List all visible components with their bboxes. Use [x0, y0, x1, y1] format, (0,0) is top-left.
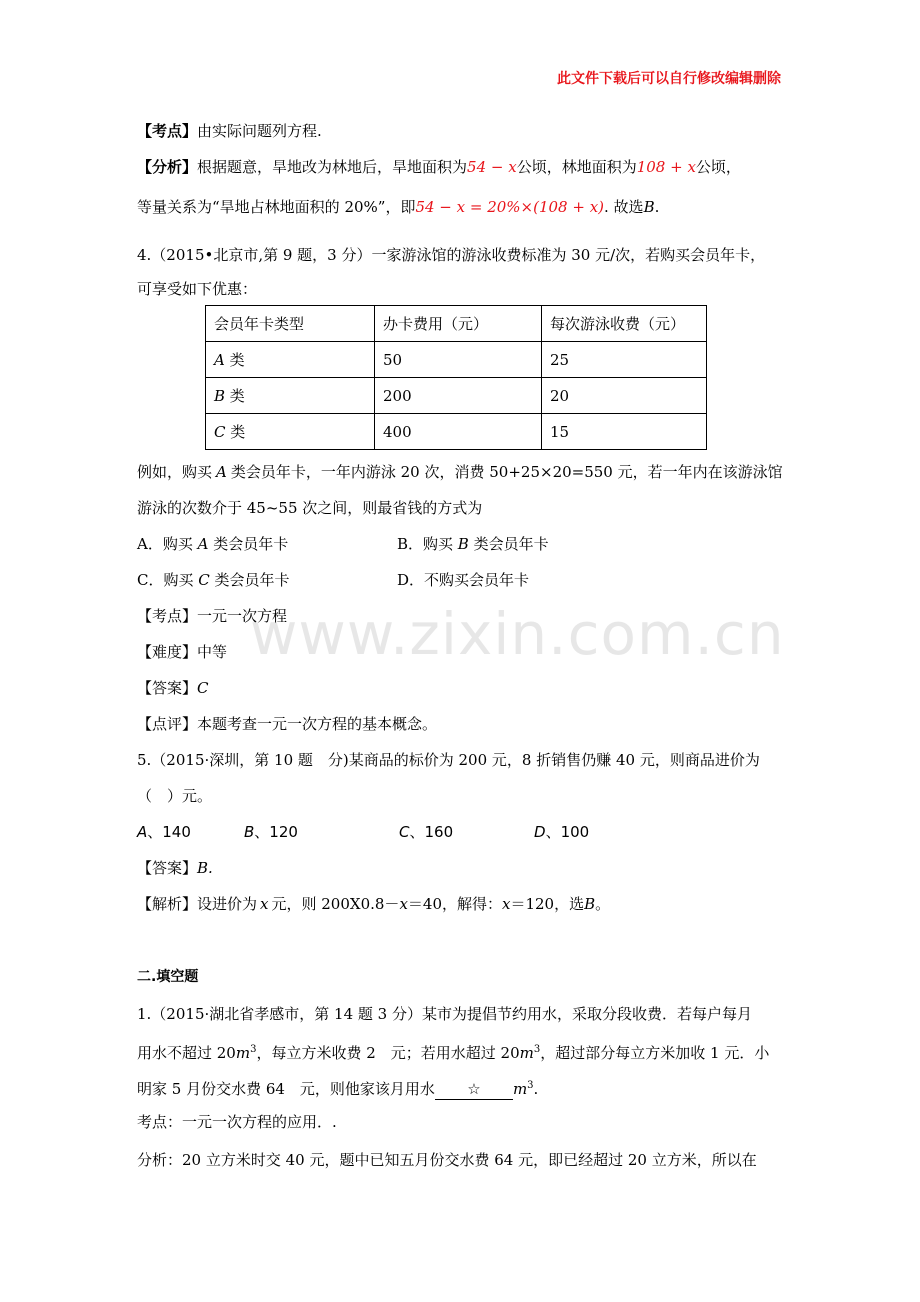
table-cell-per: 20: [542, 378, 707, 414]
fenxi-label: 【分析】: [137, 158, 198, 176]
jiexi-var: x: [502, 895, 511, 913]
option-letter: A: [137, 823, 148, 841]
expr-forest-land: 108 + x: [636, 158, 696, 176]
jiexi-text: 元，则 200X0.8－: [271, 895, 400, 913]
expr-equation: 54 − x = 20%×(108 + x): [415, 198, 605, 216]
fenxi-text-c: 公顷，: [695, 158, 741, 176]
s2-fenxi: 分析：20 立方米时交 40 元，题中已知五月份交水费 64 元，即已经超过 20 立方米，所以在: [137, 1151, 757, 1169]
q1-text: ，每立方米收费 2 元；若用水超过 20: [256, 1044, 520, 1062]
fenxi-text-a: 根据题意，旱地改为林地后，旱地面积为: [197, 158, 468, 176]
table-row: [206, 414, 707, 450]
q4-stem-line1: 4.（2015•北京市,第 9 题，3 分）一家游泳馆的游泳收费标准为 30 元/次，若购买会员年卡，: [137, 246, 766, 264]
table-cell-type: [206, 378, 375, 414]
jiexi-var: x: [399, 895, 408, 913]
type-suffix: 类: [224, 351, 245, 369]
example-text-a: 例如，购买: [137, 463, 213, 481]
q5-option-d[interactable]: [534, 822, 589, 842]
jiexi-text: 。: [595, 895, 611, 913]
type-letter: B: [214, 387, 226, 405]
table-cell-per: 15: [542, 414, 707, 450]
table-cell-fee: 50: [375, 342, 542, 378]
s2-q1-line3: 明家 5 月份交水费 64 元，则他家该月用水 ☆ $m^3$.: [137, 1080, 539, 1098]
option-prefix: A．购买: [137, 535, 198, 553]
q5-jiexi: [137, 894, 610, 914]
unit-m: m: [512, 1080, 528, 1098]
option-letter: B: [244, 823, 255, 841]
answer-blank[interactable]: ☆: [435, 1079, 513, 1100]
q5-option-c[interactable]: [399, 822, 453, 842]
unit-m: m: [235, 1044, 251, 1062]
type-letter: A: [214, 351, 225, 369]
type-suffix: 类: [225, 423, 246, 441]
table-row: [206, 342, 707, 378]
jiexi-text: ＝40，解得：: [407, 895, 502, 913]
fenxi-text-f: .: [654, 198, 660, 216]
example-text-c: 类会员年卡，一年内游泳 20 次，消费 50+25×20=550 元，若一年内在该游泳馆: [230, 463, 783, 481]
option-letter: C: [399, 823, 410, 841]
daan-value: B.: [197, 859, 213, 877]
table-cell-fee: 200: [375, 378, 542, 414]
option-prefix: B．购买: [397, 535, 458, 553]
fee-table: [205, 305, 707, 450]
q3-fenxi-line2: [137, 197, 659, 217]
table-header-row: [206, 306, 707, 342]
daan-value: C: [197, 679, 209, 697]
jiexi-text: ＝120，选: [510, 895, 585, 913]
option-suffix: 类会员年卡: [209, 571, 290, 589]
watermark: www.zixin.com.cn: [250, 600, 785, 668]
table-cell-type: [206, 342, 375, 378]
type-suffix: 类: [225, 387, 245, 405]
option-text: 、100: [545, 823, 590, 841]
option-letter: C: [198, 571, 210, 589]
q4-kaodian: 【考点】一元一次方程: [137, 607, 288, 625]
table-cell-type: [206, 414, 375, 450]
q4-nandu: 【难度】中等: [137, 643, 228, 661]
s2-q1-line1: 1.（2015·湖北省孝感市，第 14 题 3 分）某市为提倡节约用水，采取分段收费．若每户每月: [137, 1005, 752, 1023]
jiexi-answer: B: [584, 895, 596, 913]
answer-letter: B: [643, 198, 655, 216]
option-d[interactable]: [397, 570, 529, 590]
option-suffix: 类会员年卡: [208, 535, 289, 553]
q1-text: .: [533, 1080, 539, 1098]
option-prefix: D．不购买会员年卡: [397, 571, 530, 589]
q5-option-b[interactable]: [244, 822, 298, 842]
q3-fenxi-line1: [137, 157, 741, 177]
option-text: 、140: [147, 823, 191, 841]
jiexi-text: 设进价为: [197, 895, 258, 913]
unit-m: m: [519, 1044, 534, 1062]
table-row: [206, 378, 707, 414]
q4-dianping: 【点评】本题考查一元一次方程的基本概念。: [137, 715, 438, 733]
table-header-cell: 每次游泳收费（元）: [542, 306, 707, 342]
fenxi-text-b: 公顷，林地面积为: [516, 158, 637, 176]
type-letter: C: [214, 423, 226, 441]
q1-text: 用水不超过 20: [137, 1044, 236, 1062]
option-prefix: C．购买: [137, 571, 199, 589]
q5-stem-line2: （ ）元。: [137, 787, 213, 805]
expr-dry-land: 54 − x: [467, 158, 517, 176]
option-a[interactable]: [137, 534, 288, 554]
fenxi-text-e: . 故选: [604, 198, 644, 216]
table-cell-per: 25: [542, 342, 707, 378]
q5-stem-line1: 5.（2015·深圳，第 10 题 分)某商品的标价为 200 元，8 折销售仍赚 40 元，则商品进价为: [137, 751, 760, 769]
s2-kaodian: 考点：一元一次方程的应用．.: [137, 1113, 337, 1131]
q4-example-line1: [137, 462, 783, 482]
option-letter: D: [534, 823, 546, 841]
option-suffix: 类会员年卡: [468, 535, 549, 553]
option-letter: B: [457, 535, 469, 553]
q4-example-line2: 游泳的次数介于 45~55 次之间，则最省钱的方式为: [137, 499, 483, 517]
s2-q1-line2: 用水不超过 $20m^3$，每立方米收费 2 元；若用水超过 $20m^3$，超过部分每立方米加收 1 元．小: [137, 1044, 770, 1062]
option-letter: A: [197, 535, 209, 553]
table-header-cell: 会员年卡类型: [206, 306, 375, 342]
table-header-cell: 办卡费用（元）: [375, 306, 542, 342]
fenxi-text-d: 等量关系为“旱地占林地面积的 20%”，即: [137, 198, 416, 216]
option-c[interactable]: [137, 570, 290, 590]
q1-text: 明家 5 月份交水费 64 元，则他家该月用水: [137, 1080, 435, 1098]
table-cell-fee: 400: [375, 414, 542, 450]
option-text: 、120: [254, 823, 298, 841]
header-note: 此文件下载后可以自行修改编辑删除: [557, 71, 781, 87]
q3-kaodian: [137, 121, 322, 141]
option-b[interactable]: [397, 534, 549, 554]
jiexi-label: 【解析】: [137, 895, 198, 913]
q4-daan: [137, 678, 209, 698]
section-heading: 二.填空题: [137, 969, 199, 985]
option-text: 、160: [409, 823, 454, 841]
daan-label: 【答案】: [137, 679, 198, 697]
kaodian-text: 由实际问题列方程.: [197, 122, 322, 140]
q5-option-a[interactable]: [137, 822, 191, 842]
example-letter: A: [216, 463, 227, 481]
daan-label: 【答案】: [137, 859, 198, 877]
kaodian-label: 【考点】: [137, 122, 198, 140]
q1-text: ，超过部分每立方米加收 1 元．小: [540, 1044, 770, 1062]
q5-daan: [137, 858, 213, 878]
q4-stem-line2: 可享受如下优惠：: [137, 280, 258, 298]
jiexi-var: x: [260, 895, 269, 913]
